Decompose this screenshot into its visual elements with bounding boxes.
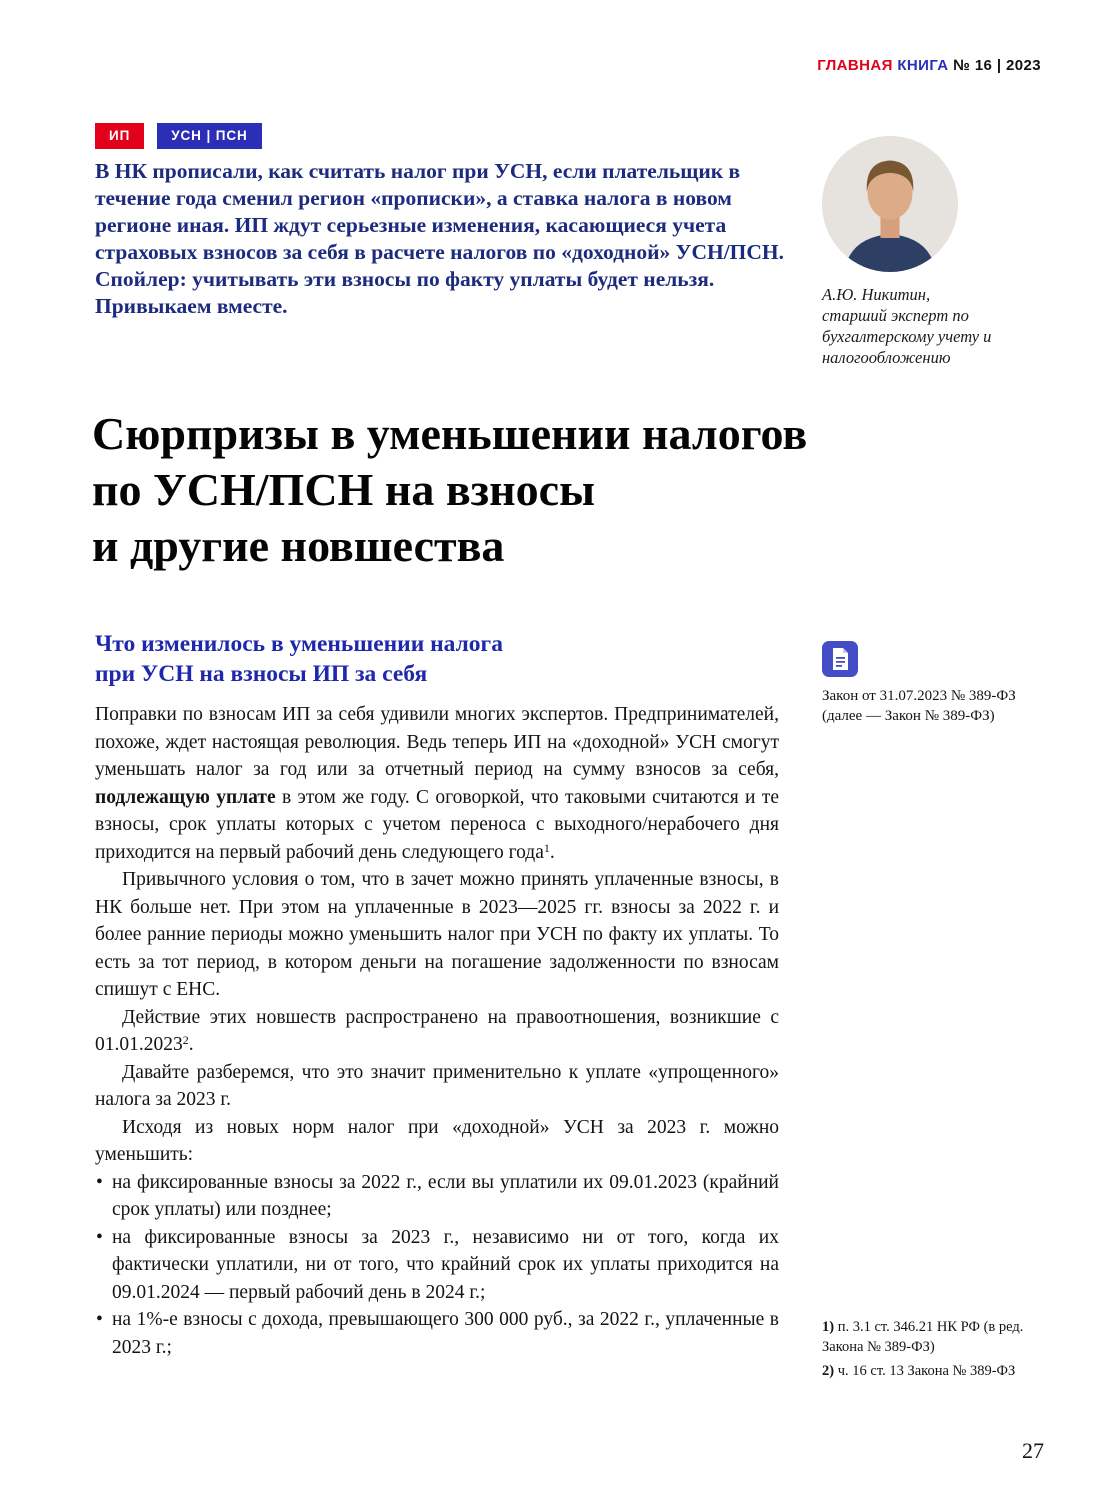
bullet-item: • на 1%-е взносы с дохода, превышающего 300 000 руб., за 2022 г., уплаченные в 2023 г.; bbox=[95, 1306, 779, 1361]
masthead bbox=[817, 57, 1041, 74]
article-title-line: Сюрпризы в уменьшении налогов bbox=[92, 408, 808, 459]
article-title-line: и другие новшества bbox=[92, 520, 505, 571]
article-title bbox=[92, 406, 807, 574]
article-title-line: по УСН/ПСН на взносы bbox=[92, 464, 595, 515]
section-heading bbox=[95, 629, 503, 689]
paragraph: Давайте разберемся, что это значит применительно к уплате «упрощенного» налога за 2023 г. bbox=[95, 1061, 779, 1110]
brand-kniga: КНИГА bbox=[897, 57, 949, 74]
tag-usn-psn: УСН | ПСН bbox=[157, 123, 261, 149]
author-avatar bbox=[822, 136, 958, 272]
bullet-item: • на фиксированные взносы за 2022 г., если вы уплатили их 09.01.2023 (крайний срок уплаты) или позднее; bbox=[95, 1169, 779, 1224]
page-number: 27 bbox=[1022, 1438, 1044, 1463]
footnote-text: п. 3.1 ст. 346.21 НК РФ (в ред. Закона № 389-ФЗ) bbox=[822, 1319, 1024, 1355]
paragraph: Исходя из новых норм налог при «доходной» УСН за 2023 г. можно уменьшить: bbox=[95, 1116, 779, 1165]
article-body bbox=[95, 701, 779, 1361]
footnote-text: ч. 16 ст. 13 Закона № 389-ФЗ bbox=[834, 1363, 1016, 1379]
author-name: А.Ю. Никитин, bbox=[822, 285, 931, 304]
tag-ip: ИП bbox=[95, 123, 144, 149]
lead-paragraph: В НК прописали, как считать налог при УСН, если плательщик в течение года сменил регион «прописки», а ставка налога в новом регионе иная. ИП ждут серьезные изменения, касающиеся учета страховых взносов за себя в расчете налогов по «доходной» УСН/ПСН. Спойлер: учитывать эти взносы по факту уплаты будет нельзя. Привыкаем вместе. bbox=[95, 159, 785, 318]
footnote-number: 1) bbox=[822, 1319, 835, 1335]
paragraph-text: Действие этих новшеств распространено на правоотношения, возникшие с 01.01.2023 bbox=[95, 1006, 779, 1055]
footnote-number: 2) bbox=[822, 1363, 835, 1379]
topic-tags bbox=[95, 123, 262, 149]
bullet-list bbox=[95, 1169, 779, 1362]
paragraph-bold-text: подлежащую уплате bbox=[95, 786, 276, 808]
paragraph-text: . bbox=[188, 1034, 194, 1055]
section-heading-line: при УСН на взносы ИП за себя bbox=[95, 661, 428, 687]
law-reference-text: Закон от 31.07.2023 № 389-ФЗ (далее — Закон № 389-ФЗ) bbox=[822, 688, 1016, 724]
footnotes bbox=[822, 1318, 1048, 1387]
paragraph bbox=[95, 1004, 779, 1059]
bullet-item: • на фиксированные взносы за 2023 г., независимо ни от того, когда их фактически уплатили, ни от того, что крайний срок их уплаты приходится на 09.01.2024 — первый рабочий день в 2024 г.; bbox=[95, 1224, 779, 1307]
issue-number: № 16 | 2023 bbox=[953, 57, 1041, 74]
footnote-1 bbox=[822, 1318, 1048, 1357]
paragraph-text: Поправки по взносам ИП за себя удивили многих экспертов. Предпринимателей, похоже, ждет настоящая революция. Ведь теперь ИП на «доходной» УСН смогут уменьшать налог за год или за отчетный период на сумму взносов за себя, bbox=[95, 704, 779, 780]
author-role: старший эксперт по бухгалтерскому учету и налогообложению bbox=[822, 306, 992, 367]
brand-glavnaya: ГЛАВНАЯ bbox=[817, 57, 893, 74]
footnote-ref-2: 2 bbox=[182, 1033, 189, 1047]
law-reference-note bbox=[822, 641, 1042, 726]
footnote-ref-1: 1 bbox=[543, 840, 550, 855]
footnote-2 bbox=[822, 1362, 1048, 1382]
document-icon bbox=[822, 641, 858, 677]
paragraph-text: в этом же году. С оговоркой, что таковыми считаются и те взносы, срок уплаты которых с учетом переноса с выходного/нерабочего дня приходится на первый рабочий день следующего года bbox=[95, 786, 779, 863]
author-block bbox=[822, 136, 1044, 368]
paragraph bbox=[95, 701, 779, 866]
section-heading-line: Что изменилось в уменьшении налога bbox=[95, 631, 503, 657]
paragraph-text: . bbox=[549, 841, 555, 863]
paragraph: Привычного условия о том, что в зачет можно принять уплаченные взносы, в НК больше нет. При этом на уплаченные в 2023—2025 гг. взносы за 2022 г. и более ранние периоды можно уменьшить налог при УСН по факту их уплаты. То есть за тот период, в котором деньги на погашение задолженности по взносам спишут с ЕНС. bbox=[95, 869, 779, 1000]
